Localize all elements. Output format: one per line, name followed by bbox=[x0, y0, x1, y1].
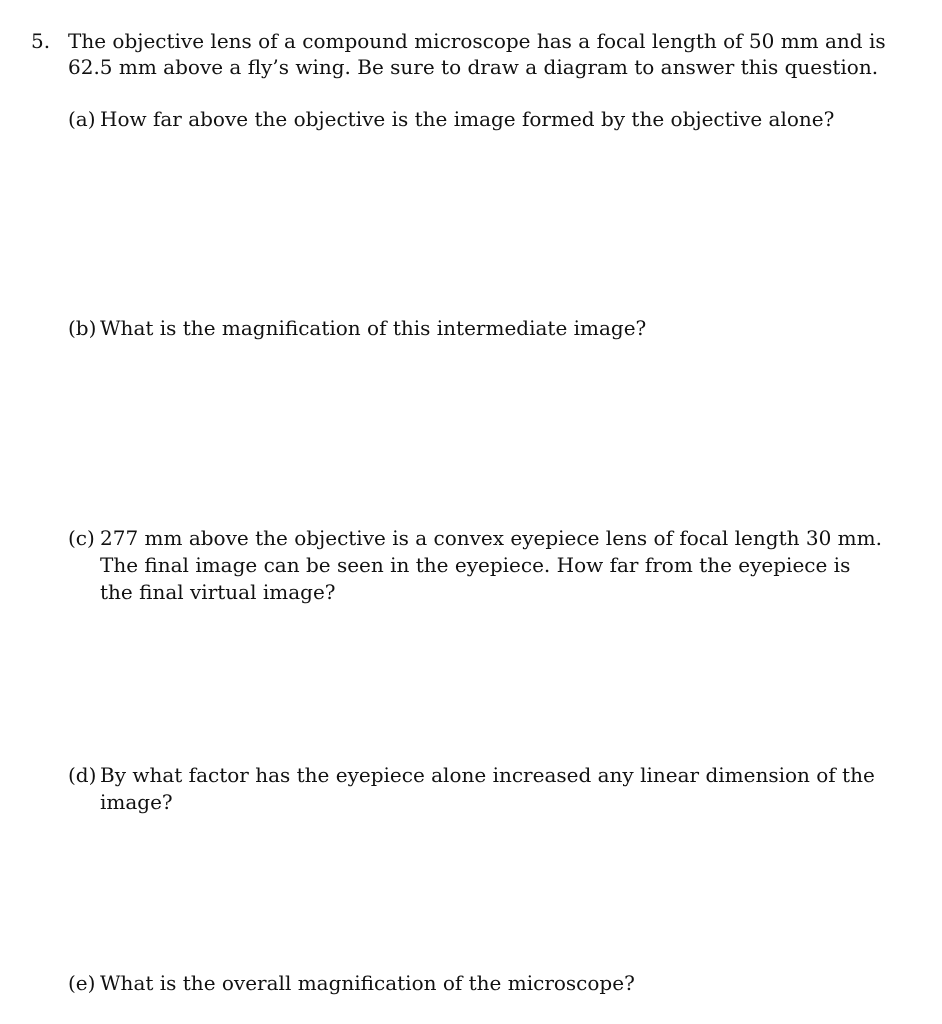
part-e-text: What is the overall magnification of the microscope? bbox=[100, 971, 635, 995]
part-c-text: 277 mm above the objective is a convex eyepiece lens of focal length 30 mm. The final image can be seen in the eyepiece. How far from the eyepiece is the final virtual image? bbox=[100, 526, 882, 604]
part-c-label: (c) bbox=[68, 526, 95, 550]
part-b-label: (b) bbox=[68, 316, 97, 340]
part-c bbox=[68, 525, 888, 606]
part-a-label: (a) bbox=[68, 107, 96, 131]
part-d-label: (d) bbox=[68, 763, 97, 787]
part-a bbox=[68, 106, 908, 133]
part-e-label: (e) bbox=[68, 971, 96, 995]
part-e bbox=[68, 970, 908, 997]
part-b-text: What is the magnification of this intermediate image? bbox=[100, 316, 647, 340]
part-d bbox=[68, 762, 928, 816]
part-b bbox=[68, 315, 908, 342]
part-a-text: How far above the objective is the image formed by the objective alone? bbox=[100, 107, 835, 131]
question-number: 5. bbox=[31, 29, 51, 53]
part-d-text: By what factor has the eyepiece alone increased any linear dimension of the image? bbox=[100, 763, 875, 814]
question-stem: The objective lens of a compound microscope has a focal length of 50 mm and is 62.5 mm above a fly’s wing. Be sure to draw a diagram to answer this question. bbox=[68, 29, 886, 79]
